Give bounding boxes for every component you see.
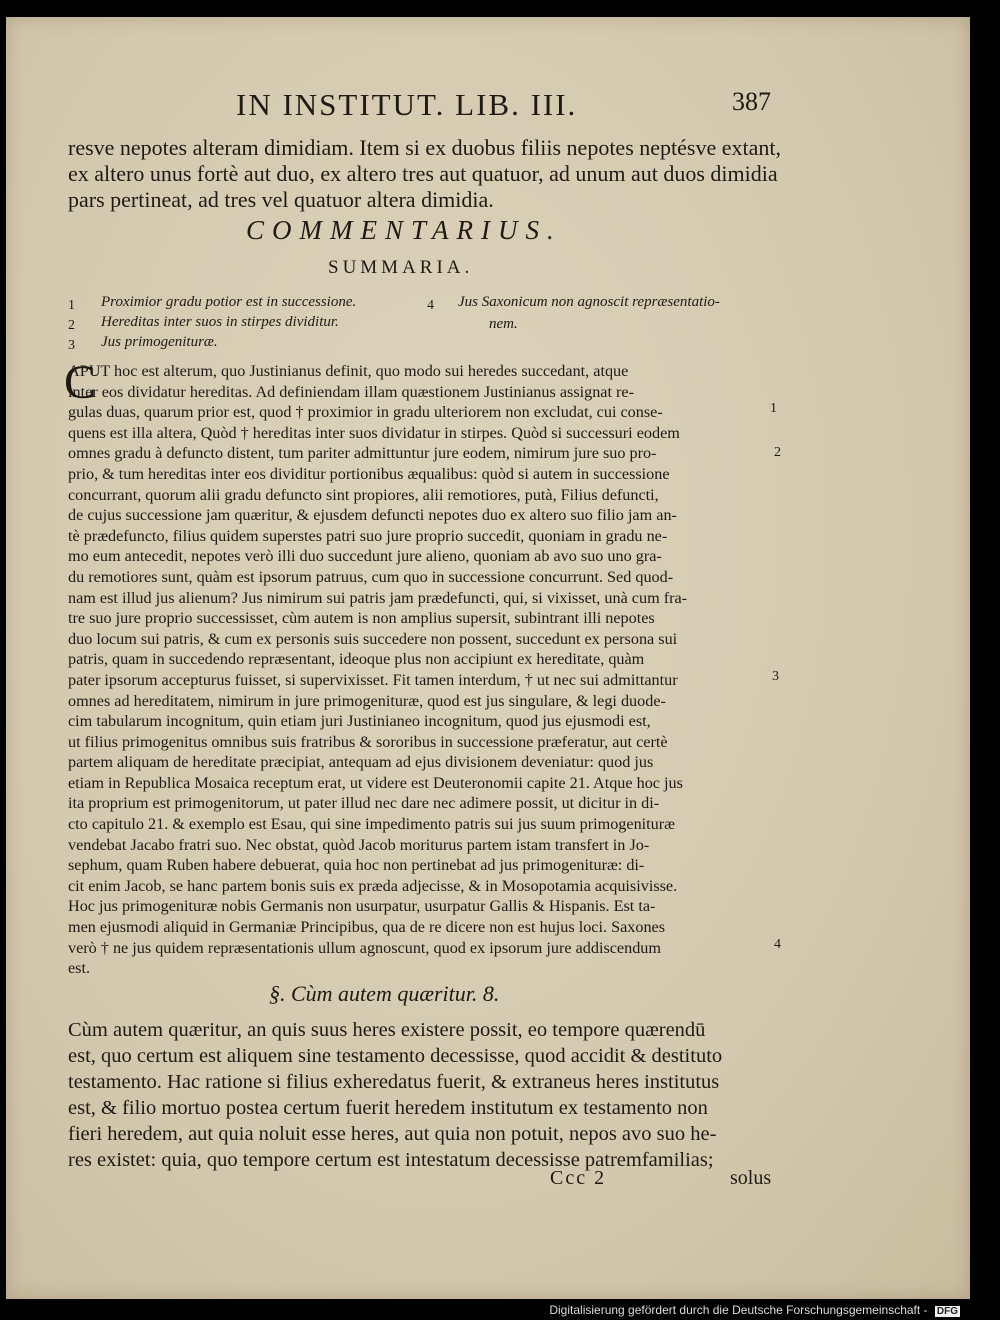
text-line: testamento. Hac ratione si filius exheredatus fuerit, & extraneus heres institutus: [68, 1071, 720, 1093]
text-line: fieri heredem, aut quia noluit esse heres, aut quia non potuit, nepos avo suo he-: [68, 1123, 717, 1145]
drop-capital: C: [64, 356, 97, 409]
text-line: cim tabularum incognitum, quin etiam juri Justinianeo incognitum, quod jus ejusmodi est,: [68, 712, 651, 731]
text-line: est, quo certum est aliquem sine testamento decessisse, quod accidit & destituto: [68, 1045, 723, 1067]
page-number: 387: [732, 87, 771, 116]
text-line: prio, & tum hereditas inter eos dividitur portionibus æqualibus: quòd si autem in successione: [68, 464, 670, 483]
commentary-body: [68, 361, 687, 979]
margin-number: 2: [774, 445, 781, 460]
page-header: [6, 87, 970, 127]
text-line: res existet: quia, quo tempore certum est intestatum decessisse patremfamilias;: [68, 1149, 714, 1171]
summary-item: nem.: [489, 316, 518, 332]
section-body: [68, 1017, 722, 1173]
text-line: verò † ne jus quidem repræsentationis ullum agnoscunt, quod ex ipsorum jure addiscendum: [68, 938, 661, 957]
summary-number: 2: [68, 318, 75, 333]
margin-number: 4: [774, 937, 781, 952]
signature-mark: Ccc 2: [550, 1167, 607, 1189]
text-line: duo locum sui patris, & cum ex personis suis succedere non possent, succedunt ex persona sui: [68, 629, 678, 648]
summary-item: Hereditas inter suos in stirpes dividitur.: [101, 314, 339, 330]
text-line: ex altero unus fortè aut duo, ex altero tres aut quatuor, ad unum aut duos dimidia: [68, 161, 778, 186]
text-line: sephum, quam Ruben habere debuerat, quia hoc non pertinebat ad jus primogenituræ: di-: [68, 856, 645, 875]
text-line: gulas duas, quarum prior est, quod † proximior in gradu ulteriorem non excludat, cui conse-: [68, 403, 663, 422]
text-line: partem aliquam de hereditate præcipiat, antequam ad ejus divisionem deveniatur: quod jus: [68, 753, 654, 772]
text-line: omnes gradu à defuncto distent, tum pariter admittuntur jure eodem, nimirum jure suo pro-: [68, 444, 657, 463]
commentarius-heading: COMMENTARIUS.: [246, 215, 562, 245]
text-line: resve nepotes alteram dimidiam. Item si ex duobus filiis nepotes neptésve extant,: [68, 135, 781, 160]
text-line: du remotiores sunt, quàm est ipsorum patruus, cum quo in successione concurrunt. Sed quod-: [68, 567, 674, 586]
margin-number: 3: [772, 669, 779, 684]
text-line: est, & filio mortuo postea certum fuerit heredem institutum ex testamento non: [68, 1097, 708, 1119]
summaria-heading: SUMMARIA.: [328, 257, 474, 278]
credit-text: Digitalisierung gefördert durch die Deutsche Forschungsgemeinschaft -: [549, 1303, 928, 1317]
margin-number: 1: [770, 401, 777, 416]
text-line: concurrant, quorum alii gradu defuncto sint propiores, alii remotiores, putà, Filius defuncti,: [68, 485, 659, 504]
text-line: Cùm autem quæritur, an quis suus heres existere possit, eo tempore quærendū: [68, 1019, 706, 1041]
text-line: omnes ad hereditatem, nimirum in jure primogenituræ, quod est jus singulare, & legi duode-: [68, 691, 666, 710]
text-line: ita proprium est primogenitorum, ut pater illud nec dare nec adimere possit, ut dicitur in di-: [68, 794, 660, 813]
summary-number: 1: [68, 298, 75, 313]
summary-number: 4: [427, 298, 434, 313]
text-line: cto capitulo 21. & exemplo est Esau, qui sine impedimento patris sui jus suum primogenituræ: [68, 815, 675, 834]
continued-text: [68, 135, 781, 213]
dfg-logo: DFG: [936, 1306, 958, 1317]
text-line: patris, quam in succedendo repræsentant, ideoque plus non accipiunt ex hereditate, quàm: [68, 650, 645, 669]
text-line: tre suo jure proprio successisset, cùm autem is non amplius supersit, subintrant illi nepotes: [68, 609, 655, 628]
text-line: quens est illa altera, Quòd † hereditas inter suos dividatur in stirpes. Quòd si successuri eodem: [68, 423, 680, 442]
text-line: pars pertineat, ad tres vel quatuor altera dimidia.: [68, 187, 494, 212]
running-title: IN INSTITUT. LIB. III.: [236, 87, 578, 122]
text-line: APUT hoc est alterum, quo Justinianus definit, quo modo sui heredes succedant, atque: [68, 362, 629, 380]
summary-number: 3: [68, 338, 75, 353]
text-line: est.: [68, 959, 91, 978]
text-line: vendebat Jacabo fratri suo. Nec obstat, quòd Jacob moriturus partem istam transfert in Jo-: [68, 835, 650, 854]
text-line: etiam in Republica Mosaica receptum erat, ut videre est Deuteronomii capite 21. Atque hoc jus: [68, 773, 683, 792]
text-line: pater ipsorum accepturus fuisset, si supervixisset. Fit tamen interdum, † ut nec sui admittantur: [68, 670, 678, 689]
text-line: tè prædefuncto, filius quidem superstes patri suo jure proprio succedit, quoniam in gradu ne-: [68, 526, 668, 545]
section-heading: §. Cùm autem quæritur. 8.: [269, 981, 500, 1006]
text-line: cit enim Jacob, se hanc partem bonis suis ex præda adjecisse, & in Mosopotamia acquisivisse.: [68, 876, 678, 895]
digitization-credit: [549, 1303, 960, 1317]
book-page: [6, 17, 970, 1299]
summary-item: Proximior gradu potior est in successione.: [101, 294, 357, 310]
text-line: men ejusmodi aliquid in Germaniæ Principibus, qua de re dicere non est hujus loci. Saxones: [68, 918, 666, 937]
summary-item: Jus primogenituræ.: [101, 334, 218, 350]
text-line: Hoc jus primogenituræ nobis Germanis non usurpatur, usurpatur Gallis & Hispanis. Est ta-: [68, 897, 656, 916]
text-line: inter eos dividatur hereditas. Ad definiendam illam quæstionem Justinianus assignat re-: [68, 382, 635, 401]
text-line: de cujus successione jam quæritur, & ejusdem defuncti nepotes duo ex altero suo filio jam an-: [68, 506, 677, 525]
catchword: solus: [730, 1167, 772, 1189]
text-line: ut filius primogenitus omnibus suis fratribus & sororibus in successione præferatur, aut certè: [68, 732, 668, 751]
summary-item: Jus Saxonicum non agnoscit repræsentatio-: [458, 294, 720, 310]
text-line: nam est illud jus alienum? Jus nimirum sui patris jam prædefuncti, qui, si vixisset, unà cum fra-: [68, 588, 688, 607]
text-line: mo eum antecedit, nepotes verò illi duo succedunt jure alieno, quoniam ab avo suo uno gra-: [68, 547, 662, 566]
